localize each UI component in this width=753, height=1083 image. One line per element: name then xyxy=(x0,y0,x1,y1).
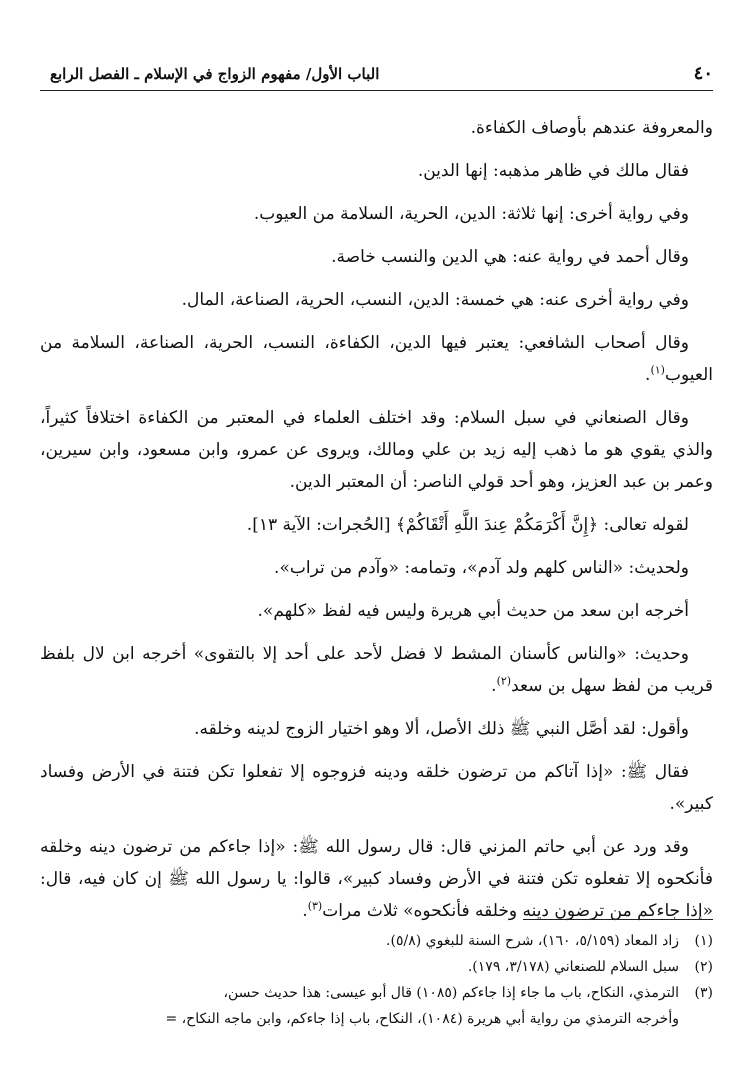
paragraph: وقال أصحاب الشافعي: يعتبر فيها الدين، الكفاءة، النسب، الحرية، الصناعة، السلامة من العيوب$^{(١)}$. xyxy=(40,333,713,385)
paragraph-text: وحديث: «والناس كأسنان المشط لا فضل لأحد على أحد إلا بالتقوى» أخرجه ابن لال بلفظ قريب من لفظ سهل بن سعد xyxy=(40,644,713,696)
paragraph-text: وقد ورد عن أبي حاتم المزني قال: قال رسول الله ﷺ: «إذا جاءكم من ترضون دينه وخلقه فأنكحوه إلا تفعلوه تكن فتنة في الأرض وفساد كبير»، قالوا: يا رسول الله ﷺ إن كان فيه، قال: «إذا جاءكم من ترضون دينه وخلقه فأنكحوه» ثلاث مرات xyxy=(40,837,713,921)
footnote-text: زاد المعاد (٥/١٥٩، ١٦٠)، شرح السنة للبغوي (٥/٨). xyxy=(386,933,679,949)
footnote-ref: (٣) xyxy=(307,899,323,913)
paragraph: أخرجه ابن سعد من حديث أبي هريرة وليس فيه لفظ «كلهم». xyxy=(257,601,689,621)
footnote-number: (٢) xyxy=(694,959,713,975)
paragraph: والمعروفة عندهم بأوصاف الكفاءة. xyxy=(470,118,713,138)
footnotes xyxy=(40,928,713,1032)
footnote-ref: (١) xyxy=(650,363,665,377)
footnote-continuation: وأخرجه الترمذي من رواية أبي هريرة (١٠٨٤)، النكاح، باب إذا جاءكم، وابن ماجه النكاح، = xyxy=(165,1011,679,1027)
paragraph: فقال مالك في ظاهر مذهبه: إنها الدين. xyxy=(417,161,689,181)
footnote-number: (١) xyxy=(694,933,713,949)
paragraph: وحديث: «والناس كأسنان المشط لا فضل لأحد على أحد إلا بالتقوى» أخرجه ابن لال بلفظ قريب من لفظ سهل بن سعد$^{(٢)}$. xyxy=(40,644,713,696)
footnote-text: سبل السلام للصنعاني (٣/١٧٨، ١٧٩). xyxy=(467,959,679,975)
paragraph: ولحديث: «الناس كلهم ولد آدم»، وتمامه: «وآدم من تراب». xyxy=(274,558,689,578)
footnote-separator xyxy=(523,919,713,920)
footnote xyxy=(40,954,713,980)
paragraph-text: وقال أصحاب الشافعي: يعتبر فيها الدين، الكفاءة، النسب، الحرية، الصناعة، السلامة من العيوب xyxy=(40,333,713,385)
footnote-text: الترمذي، النكاح، باب ما جاء إذا جاءكم (١٠٨٥) قال أبو عيسى: هذا حديث حسن، xyxy=(223,985,679,1001)
footnote xyxy=(40,928,713,954)
page-number: ٤٠ xyxy=(693,63,713,84)
running-title: الباب الأول/ مفهوم الزواج في الإسلام ـ الفصل الرابع xyxy=(50,65,380,83)
paragraph: وقال أحمد في رواية عنه: هي الدين والنسب خاصة. xyxy=(331,247,689,267)
footnote-ref: (٢) xyxy=(496,674,512,688)
footnote xyxy=(40,980,713,1006)
paragraph: وأقول: لقد أصَّل النبي ﷺ ذلك الأصل، ألا وهو اختيار الزوج لدينه وخلقه. xyxy=(194,719,689,739)
paragraph: وفي رواية أخرى عنه: هي خمسة: الدين، النسب، الحرية، الصناعة، المال. xyxy=(181,290,689,310)
paragraph: وفي رواية أخرى: إنها ثلاثة: الدين، الحرية، السلامة من العيوب. xyxy=(253,204,689,224)
footnote-number: (٣) xyxy=(694,985,713,1001)
paragraph: لقوله تعالى: ﴿إِنَّ أَكْرَمَكُمْ عِندَ اللَّهِ أَتْقَاكُمْ﴾ [الحُجرات: الآية ١٣]. xyxy=(246,515,689,535)
paragraph: فقال ﷺ: «إذا آتاكم من ترضون خلقه ودينه فزوجوه إلا تفعلوا تكن فتنة في الأرض وفساد كبير». xyxy=(40,762,713,814)
header-rule xyxy=(40,90,713,91)
paragraph: وقال الصنعاني في سبل السلام: وقد اختلف العلماء في المعتبر من الكفاءة اختلافاً كثيراً، والذي يقوي هو ما ذهب إليه زيد بن علي ومالك، ويروى عن عمرو، وابن مسعود، وابن سيرين، وعمر بن عبد العزيز، وهو أحد قولي الناصر: أن المعتبر الدين. xyxy=(40,408,713,492)
main-text xyxy=(40,112,713,938)
page-header xyxy=(40,58,713,90)
paragraph: وقد ورد عن أبي حاتم المزني قال: قال رسول الله ﷺ: «إذا جاءكم من ترضون دينه وخلقه فأنكحوه إلا تفعلوه تكن فتنة في الأرض وفساد كبير»، قالوا: يا رسول الله ﷺ إن كان فيه، قال: «إذا جاءكم من ترضون دينه وخلقه فأنكحوه» ثلاث مرات$^{(٣)}$. xyxy=(40,837,713,921)
